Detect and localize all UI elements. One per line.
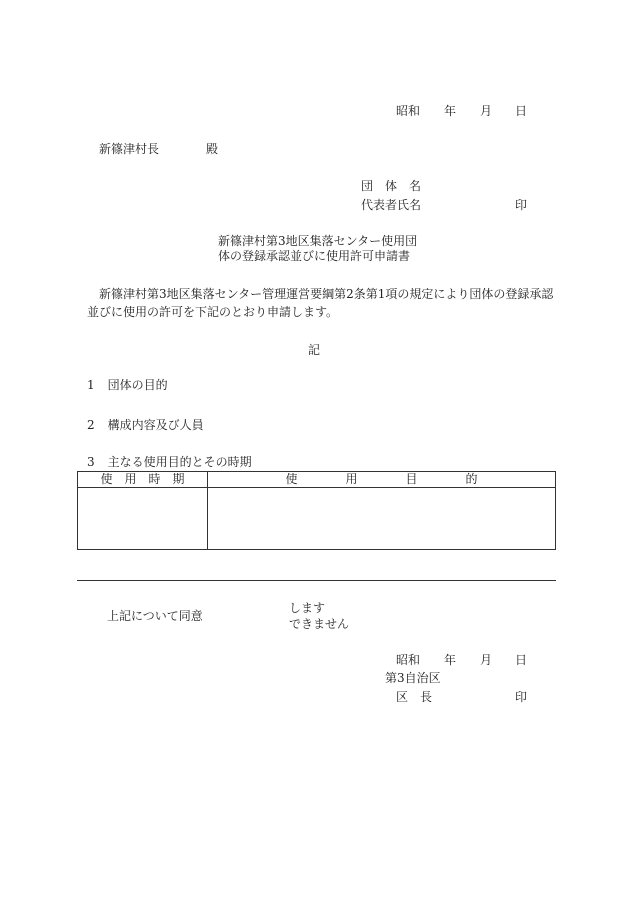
ki-heading: 記 bbox=[308, 343, 321, 357]
footer-date bbox=[0, 653, 630, 667]
item-text: 主なる使用目的とその時期 bbox=[107, 455, 252, 469]
district-name: 第3自治区 bbox=[385, 671, 441, 685]
body-text-line1: 新篠津村第3地区集落センター管理運営要綱第2条第1項の規定により団体の登録承認 bbox=[99, 287, 554, 301]
group-name-label: 団 体 名 bbox=[361, 179, 422, 193]
consent-option-agree: します bbox=[289, 601, 326, 615]
era-label: 昭和 bbox=[396, 104, 421, 118]
consent-label: 上記について同意 bbox=[107, 609, 203, 623]
usage-purpose-cell[interactable] bbox=[208, 488, 556, 550]
month-label: 月 bbox=[480, 104, 493, 118]
item-2 bbox=[87, 418, 204, 432]
year-label: 年 bbox=[444, 104, 457, 118]
day-label: 日 bbox=[515, 104, 528, 118]
chief-seal: 印 bbox=[515, 690, 528, 704]
divider-line bbox=[77, 580, 556, 581]
item-text: 団体の目的 bbox=[107, 378, 168, 392]
document-title-line1: 新篠津村第3地区集落センター使用団 bbox=[218, 234, 418, 248]
month-label: 月 bbox=[480, 653, 493, 667]
item-number: 2 bbox=[87, 418, 95, 432]
header-date bbox=[0, 104, 630, 118]
item-3 bbox=[87, 455, 252, 469]
representative-label: 代表者氏名 bbox=[361, 198, 422, 212]
chief-label: 区 長 bbox=[396, 690, 433, 704]
day-label: 日 bbox=[515, 653, 528, 667]
year-label: 年 bbox=[444, 653, 457, 667]
usage-period-cell[interactable] bbox=[78, 488, 208, 550]
item-number: 1 bbox=[87, 378, 95, 392]
document-title-line2: 体の登録承認並びに使用許可申請書 bbox=[218, 249, 411, 263]
usage-purpose-header: 使 用 目 的 bbox=[208, 472, 556, 488]
body-text-line2: 並びに使用の許可を下記のとおり申請します。 bbox=[87, 305, 339, 319]
item-text: 構成内容及び人員 bbox=[107, 418, 204, 432]
table-row bbox=[78, 488, 556, 550]
applicant-seal: 印 bbox=[515, 198, 528, 212]
item-1 bbox=[87, 378, 168, 392]
addressee-name: 新篠津村長 bbox=[99, 142, 160, 156]
consent-option-disagree: できません bbox=[289, 617, 350, 631]
usage-table bbox=[77, 471, 556, 550]
item-number: 3 bbox=[87, 455, 95, 469]
usage-period-header: 使 用 時 期 bbox=[78, 472, 208, 488]
era-label: 昭和 bbox=[396, 653, 421, 667]
addressee-honorific: 殿 bbox=[206, 142, 219, 156]
table-header-row bbox=[78, 472, 556, 488]
